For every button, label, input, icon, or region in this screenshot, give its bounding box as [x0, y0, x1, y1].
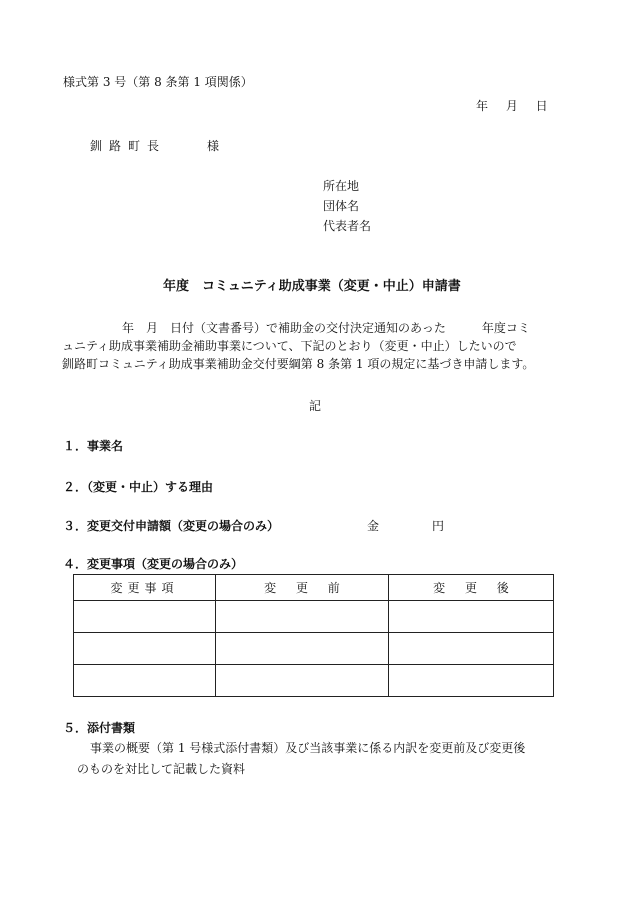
representative-label: 代表者名: [323, 219, 372, 233]
table-row: [74, 665, 554, 697]
table-cell[interactable]: [216, 601, 389, 633]
table-cell[interactable]: [389, 665, 554, 697]
table-cell[interactable]: [74, 601, 216, 633]
addressee: 釧路町長: [90, 139, 167, 153]
table-cell[interactable]: [216, 633, 389, 665]
document-title: 年度 コミュニティ助成事業（変更・中止）申請書: [163, 279, 461, 294]
form-reference: 様式第 3 号（第 8 条第 1 項関係）: [63, 75, 253, 89]
organization-label: 団体名: [323, 199, 360, 213]
table-cell[interactable]: [389, 601, 554, 633]
table-header-row: [74, 575, 554, 601]
amount-kin-label: 金: [367, 519, 380, 533]
amount-yen-label: 円: [432, 519, 445, 533]
section-5-heading: ５．添付書類: [63, 721, 136, 735]
attachments-line-1: 事業の概要（第 1 号様式添付書類）及び当該事業に係る内訳を変更前及び変更後: [90, 741, 526, 755]
date-line: 年 月 日: [476, 99, 548, 113]
header-before: 変 更 前: [216, 575, 389, 601]
section-3-heading: ３．変更交付申請額（変更の場合のみ）: [63, 519, 280, 533]
table-cell[interactable]: [389, 633, 554, 665]
section-1-heading: １．事業名: [63, 439, 124, 453]
table-cell[interactable]: [74, 633, 216, 665]
section-2-heading: ２．（変更・中止）する理由: [63, 480, 214, 494]
body-line-3: 釧路町コミュニティ助成事業補助金交付要綱第 8 条第 1 項の規定に基づき申請します。: [62, 357, 535, 371]
section-4-heading: ４．変更事項（変更の場合のみ）: [63, 557, 244, 571]
address-label: 所在地: [323, 179, 360, 193]
honorific: 様: [207, 139, 220, 153]
header-change-item: 変更事項: [74, 575, 216, 601]
body-line-1-text: 年 月 日付（文書番号）で補助金の交付決定通知のあった 年度コミ: [122, 321, 530, 335]
table-cell[interactable]: [74, 665, 216, 697]
header-after: 変 更 後: [389, 575, 554, 601]
body-line-2: ュニティ助成事業補助金補助事業について、下記のとおり（変更・中止）したいので: [62, 339, 517, 353]
body-line-1: [62, 322, 530, 334]
table-row: [74, 633, 554, 665]
table-cell[interactable]: [216, 665, 389, 697]
changes-table: [73, 574, 554, 697]
ki-marker: 記: [309, 399, 322, 413]
table-row: [74, 601, 554, 633]
attachments-line-2: のものを対比して記載した資料: [77, 762, 246, 776]
